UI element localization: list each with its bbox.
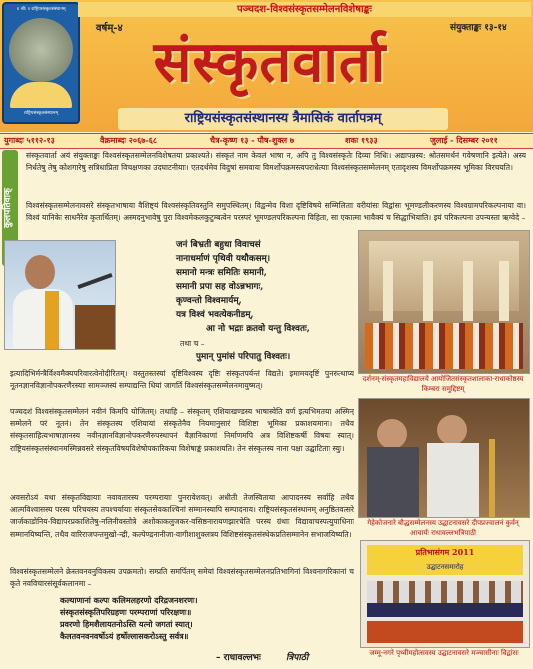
speaker-body-icon — [13, 289, 73, 349]
dignitaries-icon — [367, 581, 523, 603]
verse-line: जनं बिभ्रती बहुधा विवाचसं — [176, 240, 261, 250]
special-issue-label: पञ्चदश-विश्वसंस्कृतसम्मेलनविशेषाङ्कः — [237, 4, 372, 15]
yugabda-date: युगाब्दः ५११२-१३ — [4, 135, 55, 145]
page-subtitle: राष्ट्रियसंस्कृतसंस्थानस्य त्रैमासिकं वार्तापत्रम् — [184, 111, 382, 126]
photo-caption-3: जम्मू-नगरे पृथ्वीमहोत्सवस्य उद्घाटनावसरे मञ्चासीनाः विद्वांसः — [369, 649, 519, 657]
verse-block-3 — [60, 594, 360, 642]
pillar-icon — [383, 261, 393, 321]
shaka-date: शकः १९३३ — [345, 135, 378, 145]
microphone-icon — [77, 273, 112, 289]
person-head-icon — [437, 415, 467, 445]
vikrama-date: वैक्रमाब्दः २०६७-६८ — [100, 135, 158, 145]
side-label: कुलपतिवाक् — [3, 188, 13, 228]
podium-icon — [75, 305, 115, 349]
paragraph-6: विश्वसंस्कृतसम्मेलने क्रेस्तवनवनुविकस्य उपक्रमतो। सम्प्रति समर्पितम् समेयां विश्वसंस्कृतसम्मेलनप्रतिभागिनां विश्वनागरिकानां च कृते नवविचारसंसूर्वकलानमा – — [10, 567, 354, 589]
paragraph-2: विश्वसंस्कृतसम्मेलनावसरे संस्कृतभाषाया वैशिष्ट्यं विश्वसंस्कृतिवस्तुनि समुपस्थितम्। विद्वन्मेव विशा दृष्टिविषये सम्मिलिताः वरीयांसः विद्वांसः भूमण्डलीकरणस्य विश्वग्रामपरिकल्पनाया वा। विश्वं यानिकेः साधनैरेव कृतार्थितम्। अस्मदनुभावेषु पुरा विश्वमेकलकुटुम्बत्वेन परस्परं भूमण्डलपरिकल्पना विहिता, सा एकात्मा भावैक्यं च सिद्धाभियाति। इयं परिकल्पना उपन्यस्ता ऋग्वेदे – — [26, 201, 526, 223]
temple-photo — [358, 230, 530, 374]
oil-lamp-icon — [489, 439, 495, 517]
signature-name: त्रिपाठी — [286, 653, 309, 663]
pillar-icon — [423, 261, 433, 321]
stage-photo — [360, 540, 530, 648]
banner-subtext: उद्घाटनसमारोह — [426, 563, 464, 571]
volume-label: वर्षम्-४ — [96, 23, 123, 34]
saffron-stole-icon — [45, 291, 59, 349]
verse-line: कल्याणानां कल्पः कलिमलहरणो दरिद्रजनशरणः। — [60, 595, 198, 605]
stage-table-icon — [367, 601, 523, 617]
lamp-lighting-photo — [358, 398, 530, 518]
person-head-icon — [377, 419, 407, 449]
speaker-head-icon — [25, 255, 55, 289]
issue-label: संयुक्ताङ्कः १३-१४ — [450, 23, 507, 33]
verse-line: समानो मन्त्रः समितिः समानी, — [176, 268, 267, 278]
pillar-icon — [463, 261, 473, 321]
person-body-icon — [427, 443, 479, 517]
paksha-date: चैत्र-कृष्ण १३ - पौष-शुक्ल ७ — [210, 135, 295, 145]
emblem-base-icon — [10, 82, 72, 108]
verse-line-2: पुमान् पुमांसं परिपातु विश्वतः। — [196, 352, 291, 362]
verse-line: नानाधर्माणं पृथिवी यथौकसम्। — [176, 254, 271, 264]
pillar-icon — [499, 261, 509, 321]
person-body-icon — [367, 447, 419, 517]
page-title: संस्कृतवार्ता — [153, 29, 387, 95]
verse-line: समानी प्रपा सह वोऽन्नभागः, — [176, 282, 264, 292]
photo-caption-1: दर्शनम्-संस्कृतमहाविद्यालये आयोजितसंस्कृतशालाका-राधाकोष्ठस्य किम्बरा समुद्दिष्टम् — [362, 375, 524, 393]
verse-line: यत्र विश्वं भवत्येकनीडम्, — [176, 310, 254, 320]
lion-capital-icon — [9, 18, 73, 82]
paragraph-4: पञ्चदशं विश्वसंस्कृतसम्मेलनं नवीनं किमपि योजितम्। तथाहि – संस्कृतम् एशियाखण्डस्य भाषास्वेति वर्ण इत्यभिमतया अस्मिन् सम्मेलने परं नूतनं। तेन संस्कृतस्य एशियायां संस्कृतेनैव नियमानुसारं विशिष्टा भूमिका प्रकाशयमानः। तथैव संस्कृतसाहित्यभाषाज्ञानस्य नवीनज्ञानविज्ञानोपकरणैरुपस्थापनं वैज्ञानिकाणां निर्माणमपि अत्र विशिष्टकर्षी विषयः स्यात्। राष्ट्रियसंस्कृतसंस्थानमस्मिन्नवसरे संस्कृतविषयविशेषोपकारिकया विशेषाङ्कं प्रकाशयति। तेन संस्कृतस्य नाना पक्षा उद्घाटिताः स्युः। — [10, 407, 354, 453]
emblem-top-text: ॥ श्रीः ॥ राष्ट्रियसंस्कृतसंस्थानम् — [16, 7, 66, 12]
emblem-caption: राष्ट्रियसंस्कृतसंस्थानम् — [23, 111, 59, 116]
verse-line: कैलतवनवनवर्षोऽयं हर्षोल्लासकरोऽस्तु सर्वत्र॥ — [60, 631, 189, 641]
verse-line: आ नो भद्राः क्रतवो यन्तु विश्वतः, — [206, 324, 310, 334]
emblem-logo — [2, 2, 80, 124]
tatha-text: तथा च – — [180, 339, 205, 348]
paragraph-5: अवसरोऽयं यथा संस्कृतविद्यायाः नवावतारस्य परम्परायाः पुनरावेशवत्। अधीती तेजस्विताया आपादनस्य सर्वाहि तथैव आत्मविश्वासस्य परस्य परिचयस्य तपश्चर्यायाः संस्कृतसेवकाश्चिनां सम्मानस्यापि सम्पादनाय। राष्ट्रियसंस्कृतसंस्थानम् अनुष्ठितवत्सरे जार्जकाडोनिय-विद्यापरप्रकाशितेषु-नलिनीवस्तोत्रे अशोकाकलुजकर-वसिष्ठनारायणझारचेति परस्य ग्रंथाः विद्यावाचस्पत्युपाधिनाः सम्मानयिष्यन्ति, तथैव वारिराजपन्तमुखो-न्द्री, कल्पेण्द्रनानीजा-वागीशाशुक्लत्रय विशिष्टसंस्कृतसंस्थेकप्रतिसम्मानेन सभाजयिष्यति। — [10, 493, 354, 539]
verse-block-1 — [176, 238, 366, 336]
stage-cloth-icon — [367, 621, 523, 643]
period-date: जुलाई - दिसम्बर २०११ — [430, 135, 498, 145]
verse-line: प्रवरणो हिमशैलायतनोऽस्ति यत्नो जगतां स्यात्। — [60, 619, 193, 629]
speaker-photo — [4, 240, 116, 350]
signature-label: – राधावल्लभः — [216, 653, 261, 663]
paragraph-1: संस्कृतवार्ता अयं संयुक्ताङ्कः विश्वसंस्कृतसम्मेलनविशेषतया प्रकाश्यते। संस्कृतं नाम केवलं भाषा न, अपि तु विश्वसंस्कृतेः दिव्या निधिः। अद्यापन्नस्य: श्रोतसमर्थनं गवेषणानि इत्येते। अस्य निर्धतेषु तेषु कोशगारेषु सत्रिधाप्रिता विचक्षणका उदघाटनीयाः। एतदर्थमेव विदुषां समवायः विमर्शोपक्रमस्त्वपराधेत्याः विश्वसंस्कृतसम्मेलनम् एतादृशस्य विमर्शोपक्रमस्य भूमिका विरचयति। — [26, 151, 526, 173]
paragraph-3: इत्यादिभिर्मन्त्रैर्विश्वमैक्यपरिवारत्वेनोदीरितम्। वस्तुतस्तस्यां दृष्टिविश्वस्य दृष्टिः संस्कृतपर्यन्तं विद्यते। इमामयदृष्टिं पुनरुत्थाप्य नूतनज्ञानविज्ञानोपकरणैरस्याः सामञ्जस्यं सम्पाद्यन्ति धियां जागर्ति विश्वसंस्कृतसम्मेलनमायुष्मत्। — [10, 369, 354, 391]
verse-line: कृण्वन्तो विश्वमार्यम्, — [176, 296, 242, 306]
verse-line: संस्कृतसंस्कृतिपरिग्रहणः परम्पराणां परिरक्षणः॥ — [60, 607, 192, 617]
photo-caption-2: गेहेकोजनारे बौद्धसम्मेलनस्य उद्घाटनावसरे दीपप्रज्वालनं कुर्वन् आचार्यः राधावल्लभत्रिपाठी — [367, 519, 519, 537]
banner-text: प्रतिभासंगम 2011 — [415, 547, 475, 557]
crowd-icon — [365, 323, 523, 369]
